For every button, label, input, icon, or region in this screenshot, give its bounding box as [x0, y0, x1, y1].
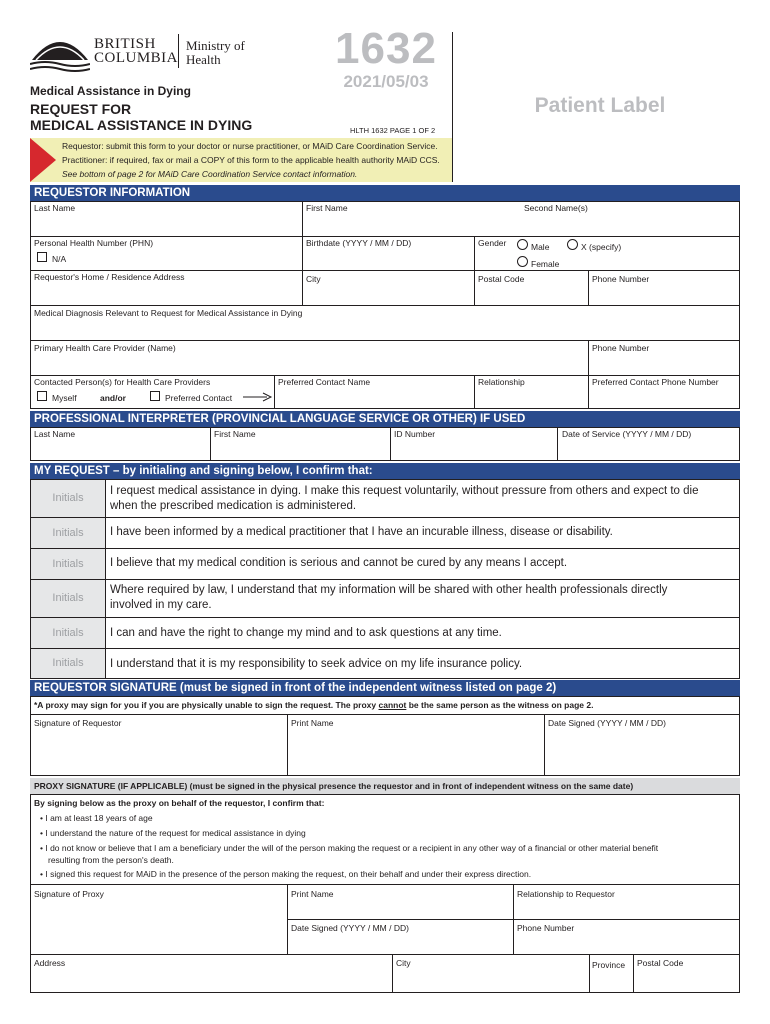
proxy-bullet-4: • I signed this request for MAiD in the presence of the person making the request, on their behalf and under their express direction.	[40, 869, 532, 879]
gender-female-radio[interactable]	[517, 256, 528, 267]
instructions-notice	[30, 138, 452, 182]
notice-line3: See bottom of page 2 for MAiD Care Coordination Service contact information.	[62, 169, 358, 179]
proxy-city-label: City	[396, 958, 411, 968]
notice-line1: Requestor: submit this form to your doctor or nurse practitioner, or MAiD Care Coordination Service.	[62, 141, 438, 151]
patient-label-area: Patient Label	[534, 94, 666, 117]
contacted-preferred-label: Preferred Contact	[165, 393, 233, 403]
phn-na-label: N/A	[52, 254, 67, 264]
statement-3: I believe that my medical condition is serious and cannot be cured by any means I accept.	[110, 557, 568, 569]
form-code: HLTH 1632 PAGE 1 OF 2	[350, 126, 436, 135]
contacted-label: Contacted Person(s) for Health Care Providers	[34, 377, 211, 387]
proxy-relationship-label: Relationship to Requestor	[517, 889, 615, 899]
first-name-field[interactable]	[303, 214, 518, 235]
signature-of-requestor-label: Signature of Requestor	[34, 718, 122, 728]
second-names-field[interactable]	[520, 214, 738, 235]
signature-heading: REQUESTOR SIGNATURE (must be signed in front of the independent witness listed on page 2)	[30, 680, 740, 697]
postal-code-label: Postal Code	[478, 274, 525, 284]
statement-4: Where required by law, I understand that my information will be shared with other health professionals directly involved in my care.	[110, 584, 668, 611]
proxy-bullet-2: • I understand the nature of the request for medical assistance in dying	[40, 828, 306, 838]
requestor-signature-field[interactable]	[31, 730, 286, 775]
gender-male-radio[interactable]	[517, 239, 528, 250]
birthdate-label: Birthdate (YYYY / MM / DD)	[306, 238, 412, 248]
statement-2: I have been informed by a medical practitioner that I have an incurable illness, disease or disability.	[110, 526, 613, 538]
form-number: 1632	[335, 24, 437, 73]
address-label: Requestor's Home / Residence Address	[34, 272, 185, 282]
proxy-date-signed-label: Date Signed (YYYY / MM / DD)	[291, 923, 409, 933]
statement-1: I request medical assistance in dying. I make this request voluntarily, without pressure from others and expect to die when the prescribed medication is administered.	[110, 485, 699, 512]
org-name-line2: COLUMBIA	[94, 50, 179, 66]
interpreter-first-name-label: First Name	[214, 429, 256, 439]
gender-female-label: Female	[531, 259, 560, 269]
form-subtitle: Medical Assistance in Dying	[30, 84, 191, 98]
notice-line2: Practitioner: if required, fax or mail a COPY of this form to the applicable health authority MAiD CCS.	[62, 155, 440, 165]
initials-box-6[interactable]: Initials	[31, 649, 105, 678]
initials-box-2[interactable]: Initials	[31, 518, 105, 548]
proxy-province-label: Province	[592, 960, 626, 970]
initials-box-3[interactable]: Initials	[31, 549, 105, 579]
interpreter-last-name-label: Last Name	[34, 429, 76, 439]
statement-5: I can and have the right to change my mind and to ask questions at any time.	[110, 627, 502, 639]
second-names-label: Second Name(s)	[524, 203, 588, 213]
last-name-label: Last Name	[34, 203, 76, 213]
contacted-preferred-checkbox[interactable]	[150, 391, 160, 401]
contacted-myself-label: Myself	[52, 393, 77, 403]
gender-x-radio[interactable]	[567, 239, 578, 250]
arrow-right-icon	[243, 392, 273, 402]
diagnosis-field[interactable]	[31, 319, 739, 339]
form-title-line1: REQUEST FOR	[30, 101, 132, 117]
gender-x-label: X (specify)	[581, 242, 622, 252]
proxy-bullet-1: • I am at least 18 years of age	[40, 813, 153, 823]
proxy-address-label: Address	[34, 958, 66, 968]
gender-label: Gender	[478, 238, 507, 248]
interpreter-heading: PROFESSIONAL INTERPRETER (PROVINCIAL LANGUAGE SERVICE OR OTHER) IF USED	[30, 411, 740, 428]
relationship-label: Relationship	[478, 377, 525, 387]
proxy-heading: PROXY SIGNATURE (IF APPLICABLE) (must be signed in the physical presence the requestor and in front of independent witness on the same date)	[30, 778, 740, 794]
bc-government-logo	[30, 30, 255, 72]
requestor-date-signed-field[interactable]	[545, 730, 739, 775]
city-label: City	[306, 274, 321, 284]
statement-6: I understand that it is my responsibility to seek advice on my life insurance policy.	[110, 658, 523, 670]
my-request-heading: MY REQUEST – by initialing and signing below, I confirm that:	[30, 463, 740, 480]
org-name-line1: BRITISH	[94, 36, 156, 52]
last-name-field[interactable]	[31, 214, 301, 235]
form-date: 2021/05/03	[343, 72, 429, 91]
requestor-date-signed-label: Date Signed (YYYY / MM / DD)	[548, 718, 666, 728]
initials-box-5[interactable]: Initials	[31, 618, 105, 648]
andor-label: and/or	[100, 393, 126, 403]
first-name-label: First Name	[306, 203, 348, 213]
contacted-myself-checkbox[interactable]	[37, 391, 47, 401]
proxy-print-name-label: Print Name	[291, 889, 334, 899]
interpreter-date-label: Date of Service (YYYY / MM / DD)	[562, 429, 692, 439]
ministry-line1: Ministry of	[186, 38, 245, 53]
ministry-line2: Health	[186, 52, 221, 67]
proxy-signature-field[interactable]	[31, 900, 286, 953]
preferred-contact-phone-label: Preferred Contact Phone Number	[592, 377, 719, 387]
proxy-bullet-3-cont: resulting from the person's death.	[48, 855, 174, 865]
requestor-print-name-field[interactable]	[288, 730, 543, 775]
phn-label: Personal Health Number (PHN)	[34, 238, 154, 248]
proxy-note: *A proxy may sign for you if you are physically unable to sign the request. The proxy cannot be the same person as the witness on page 2.	[34, 700, 594, 710]
initials-box-1[interactable]: Initials	[31, 480, 105, 517]
gender-male-label: Male	[531, 242, 550, 252]
warning-triangle-icon	[30, 138, 56, 182]
requestor-info-heading: REQUESTOR INFORMATION	[30, 185, 740, 202]
initials-box-4[interactable]: Initials	[31, 580, 105, 617]
phn-na-checkbox[interactable]	[37, 252, 47, 262]
preferred-contact-name-label: Preferred Contact Name	[278, 377, 371, 387]
form-title-line2: MEDICAL ASSISTANCE IN DYING	[30, 117, 253, 133]
proxy-phone-label: Phone Number	[517, 923, 575, 933]
proxy-intro: By signing below as the proxy on behalf of the requestor, I confirm that:	[34, 798, 325, 808]
requestor-print-name-label: Print Name	[291, 718, 334, 728]
birthdate-field[interactable]	[303, 249, 473, 269]
phone-label: Phone Number	[592, 274, 650, 284]
provider-label: Primary Health Care Provider (Name)	[34, 343, 176, 353]
signature-of-proxy-label: Signature of Proxy	[34, 889, 104, 899]
provider-phone-label: Phone Number	[592, 343, 650, 353]
bc-sun-logo-icon	[30, 30, 90, 72]
interpreter-id-label: ID Number	[394, 429, 436, 439]
proxy-bullet-3: • I do not know or believe that I am a beneficiary under the will of the person making the request or a recipient in any other way of a financial or other material benefit	[40, 843, 659, 853]
diagnosis-label: Medical Diagnosis Relevant to Request for Medical Assistance in Dying	[34, 308, 303, 318]
proxy-postal-code-label: Postal Code	[637, 958, 684, 968]
